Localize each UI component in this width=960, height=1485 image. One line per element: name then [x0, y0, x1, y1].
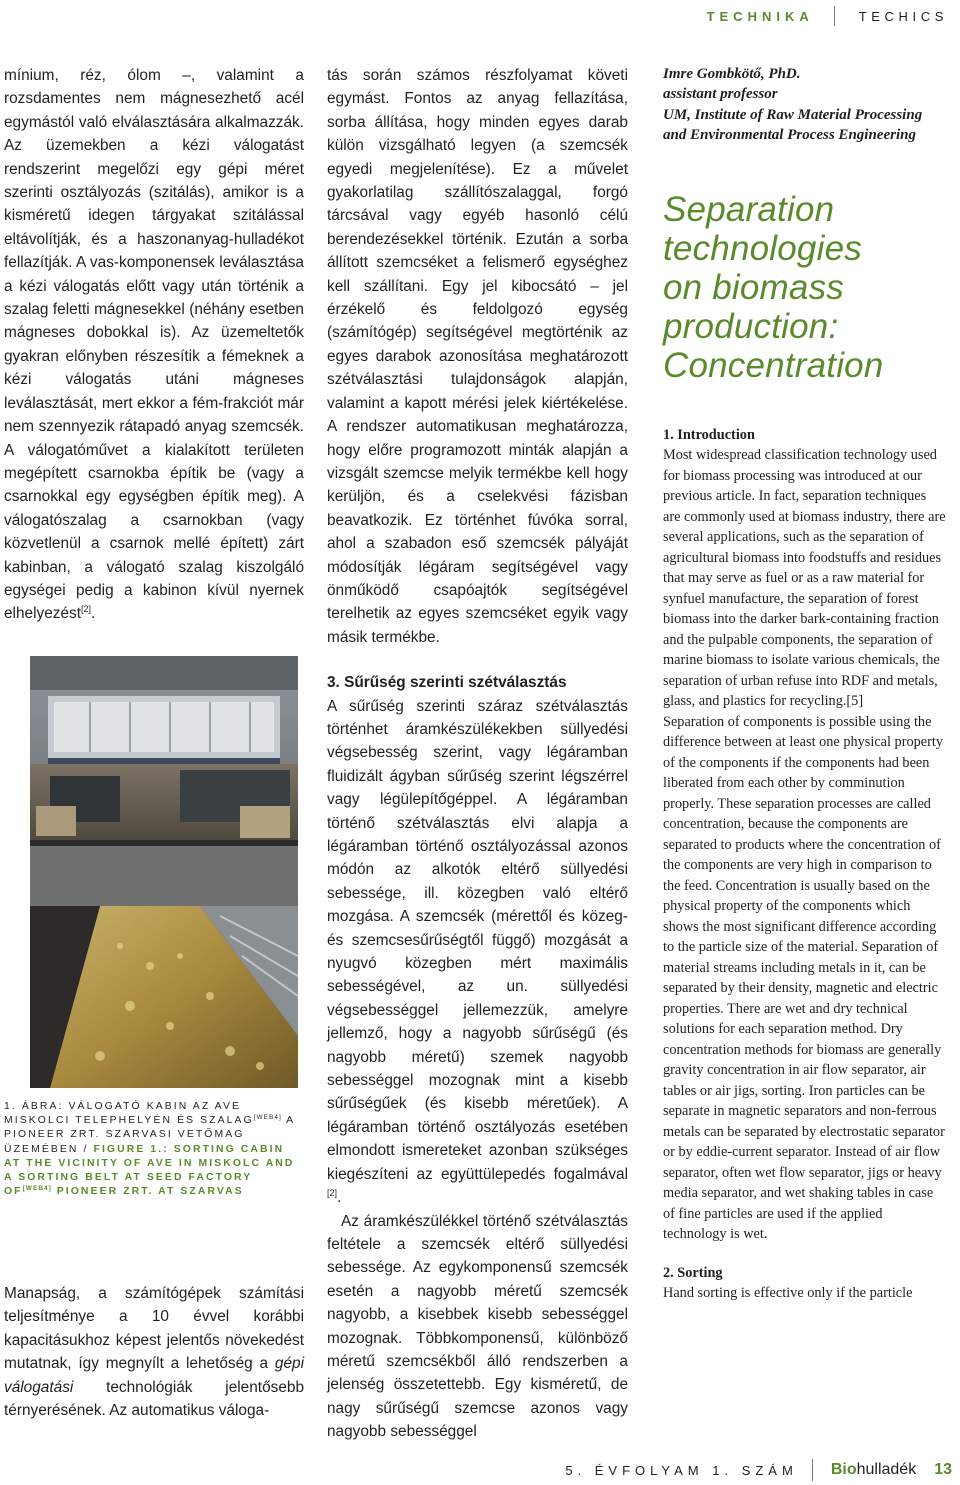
col1-paragraph-1: mínium, réz, ólom –, valamint a rozsdamentes nem mágnesezhető acél egymástól való elválasztására alkalmazzák. Az üzemekben a kézi válogatást rendszerint megelőzi egy gépi méret szerinti osztályozás (szitálás), amikor is a kisméretű idegen tárgyakat szitálással eltávolítják, és a haszonanyag-hulladékot fellazítják. A vas-komponensek leválasztása a kézi válogatás előtt vagy után történik a szalag feletti mágnesekkel (néhány esetben mágneses dobokkal is). Az üzemeltetők gyakran előnyben részesítik a fémeknek a kézi válogatás utáni mágneses leválasztását, mert ekkor a fém-frakciót már nem szennyezik rátapadó anyag szemcsék. A válogatóművet a kialakított területen megépített csarnokba építik be (vagy a csarnokkal egy egységben építik meg). A válogatószalag a csarnokban (vagy közvetlenül a csarnok mellé épített) zárt kabinban, a válogató szalag kiszolgáló egységei pedig a kabinon kívül nyernek elhelyezést[2].	[4, 67, 304, 623]
running-header	[707, 5, 948, 27]
author-title: assistant professor	[663, 86, 778, 103]
col2-paragraph-3: Az áramkészülékkel történő szétválasztás feltétele a szemcsék eltérő süllyedési sebessége. Az egykomponensű szemcsék esetén a nagyobb méretű szemcsék nagyobb, a kisebbek kisebb sebességgel mozognak. Többkomponensű, különböző méretű szemcsékből álló rendszerben a jelenség összetettebb. Egy kisméretű, de nagy sűrűségű szemcse azonos vagy nagyobb sebességgel	[327, 1212, 628, 1441]
heading-sorting: 2. Sorting	[663, 1264, 723, 1281]
section-label-hu: TECHNIKA	[706, 8, 814, 24]
footer-divider	[812, 1459, 813, 1481]
column-1-bottom	[4, 1282, 304, 1422]
header-divider	[834, 6, 835, 26]
en-paragraph-2: Separation of components is possible using the difference between at least one physical property of the components if the components had been liberated from each other by comminution properly. These separation processes are called concentration, because the components are separated to products where the concentration of the components are very high in comparison to the feed. Concentration is usually based on the physical property of the components which shows the most significant difference according to the particle size of the material. Separation of material streams including metals in it, can be separated by their density, magnetic and electric properties. There are wet and dry technical solutions for each separation method. Dry concentration methods for biomass are generally gravity concentration in air flow separator, air tables or air jigs, sorting. Iron particles can be separate in magnetic separators and non-ferrous metals can be separated by electrostatic separator or by eddie-current separator. Instead of air flow separator, often wet flow separator, jigs or heavy media separator, and wet shaking tables in case of fine particles are used if the applied technology is wet.	[663, 713, 945, 1243]
col2-paragraph-2: A sűrűség szerinti száraz szétválasztás történhet áramkészülékekben süllyedési végsebesség szerint, vagy légáramban fluidizált ágyban sűrűség szerint légszérrel vagy légülepítőgéppel. A légáramban történő szétválasztás elvi alapja a légáramban történő osztályozással azonos módón az alkotók eltérő süllyedési sebessége, ill. közegben való eltérő mozgása. A szemcsék (mérettől és közeg- és szemcsesűrűségtől függő) mozgását a nyugvó közegben mért maximális sebességével, az un. süllyedési végsebességgel jellemezzük, amelyre jellemző, hogy a nagyobb sűrűségű (és nagyobb méretű) szemek nagyobb sebességgel mozognak mint a kisebb sűrűségűek (és kisebb méretűek). A légáramban történő osztályozás esetében elmondott ismereteket azonban szükséges kiegészíteni az együttülepedés fogalmával [2].	[327, 697, 628, 1207]
english-section-2	[663, 1263, 947, 1304]
journal-name-bio: Bio	[830, 1461, 857, 1478]
author-name: Imre Gombkötő, PhD.	[663, 66, 801, 82]
column-1	[4, 64, 304, 626]
col2-paragraph-1: tás során számos részfolyamat követi egymást. Fontos az anyag fellazítása, sorba állítása, hogy minden egyes darab külön vizsgálható legyen (a szemcsék egyedi megjelenítése). Ez a művelet gyakorlatilag szállítószalaggal, forgó tárcsával vagy egyéb hasonló célú berendezésekkel történik. Ezután a sorba állított szemcséket a felismerő egységhez kell szállítani. Egy jel kibocsátó – jel érzékelő és feldolgozó egység (számítógép) segítségével megtörténik az egyes darabok azonosítása meghatározott szétválasztási tulajdonságok alapján, valamint a kapott mérési jelek kiértékelése. A rendszer automatikusan meghatározza, hogy előre programozott minták alapján a vizsgált szemcse melyik termékbe kell hogy kerüljön, és a cselekvési fázisban beavatkozik. Ez történhet fúvóka sorral, ahol a szabadon eső szemcsék pályáját módosítják légáram segítségével vagy önműködő csapóajtók segítségével terelhetik az egyes szemcséket egyik vagy másik termékbe.	[327, 67, 628, 646]
page-number: 13	[934, 1461, 952, 1478]
section-heading-density: 3. Sűrűség szerinti szétválasztás	[327, 674, 567, 692]
en-paragraph-3: Hand sorting is effective only if the particle	[663, 1285, 913, 1302]
sorting-cabin-photo	[30, 656, 298, 1088]
journal-name-hulladek: hulladék	[856, 1461, 917, 1478]
citation-ref: [2]	[327, 1187, 338, 1198]
caption-hu: 1. ÁBRA: VÁLOGATÓ KABIN AZ AVE MISKOLCI TELEPHELYÉN ÉS SZALAG[WEB4] A PIONEER ZRT. SZARVASI VETŐMAG ÜZEMÉBEN /	[4, 1101, 295, 1155]
col1-paragraph-2: Manapság, a számítógépek számítási teljesítménye a 10 évvel korábbi kapacitásukhoz képest jelentős növekedést mutatnak, így megnyílt a lehetőség a gépi válogatási technológiák jelentősebb térnyerésének. Az automatikus váloga-	[4, 1285, 304, 1420]
section-label-en: TECHICS	[858, 8, 948, 24]
en-paragraph-1: Most widespread classification technology used for biomass processing was introduced at our previous article. In fact, separation techniques are commonly used at biomass industry, there are several applications, such as the separation of agricultural biomass into foodstuffs and residues that may serve as fuel or as a raw material for synfuel manufacture, the separation of forest biomass into the darker bark-containing fraction and the pulpable components, the separation of marine biomass to isolate various chemicals, the separation of urban refuse into RDF and metals, glass, and plastics for recycling.[5]	[663, 447, 946, 710]
running-footer	[565, 1458, 952, 1482]
column-3-english-abstract	[663, 64, 947, 1304]
article-title-en: Separation technologies on biomass production: Concentration	[663, 189, 884, 385]
column-2	[327, 64, 628, 1444]
author-affiliation: UM, Institute of Raw Material Processing and Environmental Process Engineering	[663, 106, 923, 144]
citation-ref: [2]	[81, 604, 92, 615]
heading-introduction: 1. Introduction	[663, 426, 755, 443]
english-section-1	[663, 425, 947, 1245]
caption-en: FIGURE 1.: SORTING CABIN AT THE VICINITY OF AVE IN MISKOLC AND A SORTING BELT AT SEED FACTORY OF[WEB4] PIONEER ZRT. AT SZARVAS	[4, 1143, 295, 1198]
figure-caption	[4, 1100, 304, 1199]
volume-issue: 5. ÉVFOLYAM 1. SZÁM	[565, 1462, 798, 1478]
photo-illustration	[30, 656, 298, 1088]
author-block	[663, 64, 947, 146]
